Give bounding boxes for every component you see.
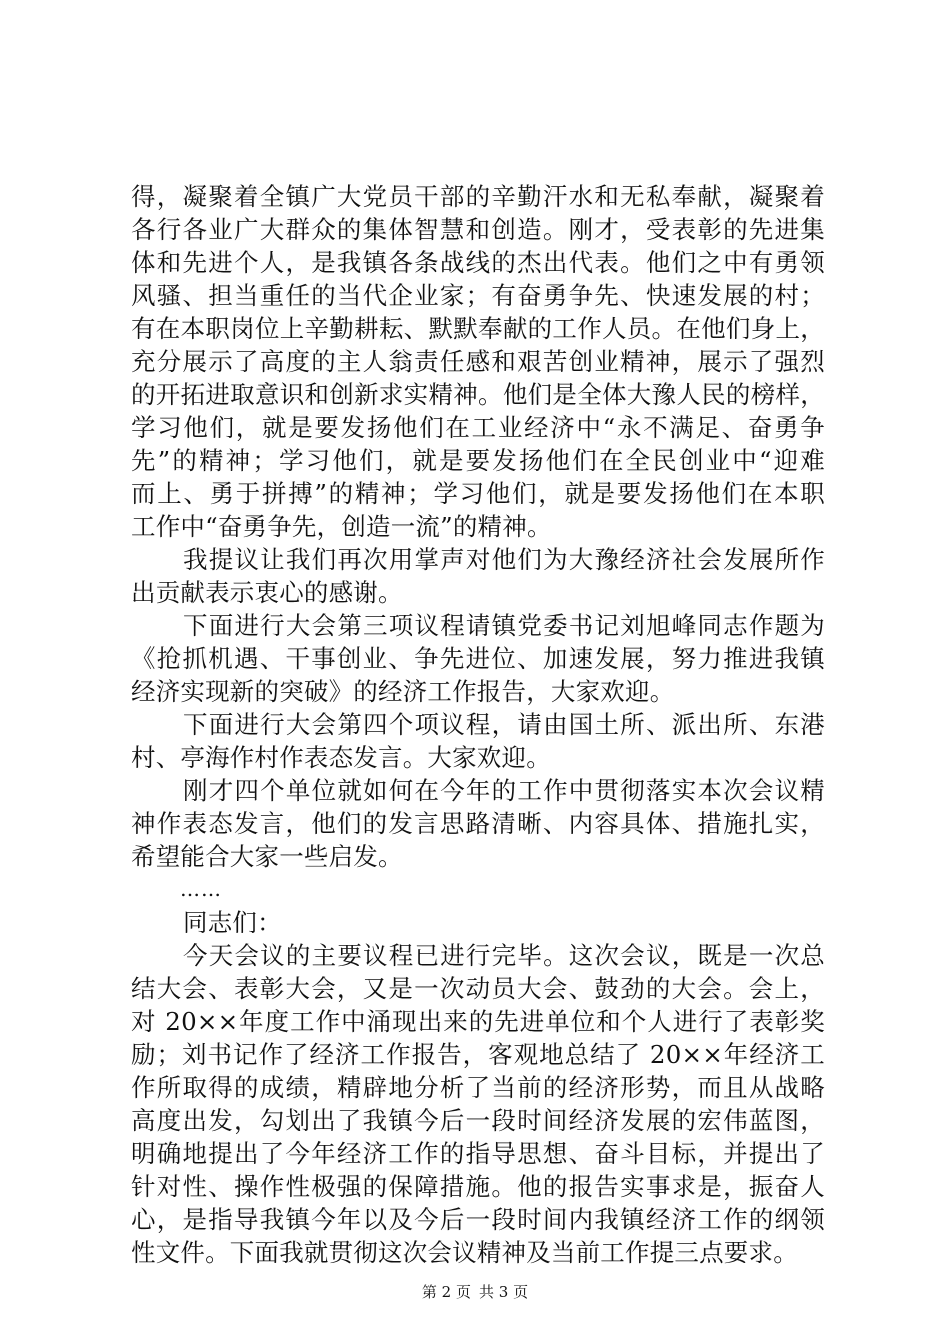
paragraph <box>131 708 825 774</box>
text-line: 刚才四个单位就如何在今年的工作中贯彻落实本次会议精 <box>183 776 825 805</box>
paragraphs-before <box>131 180 825 873</box>
text-line: 下面进行大会第四个项议程，请由国土所、派出所、东港 <box>183 710 825 739</box>
text-line: 心，是指导我镇今年以及今后一段时间内我镇经济工作的纲领 <box>131 1205 825 1234</box>
paragraph <box>131 774 825 873</box>
text-line: 的开拓进取意识和创新求实精神。他们是全体大豫人民的榜样， <box>131 380 825 409</box>
page-total: 共 3 页 <box>479 1283 529 1301</box>
text-line: 明确地提出了今年经济工作的指导思想、奋斗目标，并提出了 <box>131 1139 825 1168</box>
text-line: 针对性、操作性极强的保障措施。他的报告实事求是，振奋人 <box>131 1172 825 1201</box>
paragraph <box>131 180 825 543</box>
text-line: 高度出发，勾划出了我镇今后一段时间经济发展的宏伟蓝图， <box>131 1106 825 1135</box>
text-line: 出贡献表示衷心的感谢。 <box>131 578 403 607</box>
paragraphs-after <box>131 906 825 1269</box>
text-line: 而上、勇于拼搏”的精神；学习他们，就是要发扬他们在本职 <box>131 479 825 508</box>
page-number: 第 2 页 <box>421 1283 471 1301</box>
text-line: 励；刘书记作了经济工作报告，客观地总结了 20××年经济工 <box>131 1040 825 1069</box>
text-line: 各行各业广大群众的集体智慧和创造。刚才，受表彰的先进集 <box>131 215 825 244</box>
paragraph <box>131 906 825 939</box>
document-body <box>131 180 825 1269</box>
text-line: 对 20××年度工作中涌现出来的先进单位和个人进行了表彰奖 <box>131 1007 825 1036</box>
text-line: 结大会、表彰大会，又是一次动员大会、鼓劲的大会。会上， <box>131 974 825 1003</box>
text-line: 今天会议的主要议程已进行完毕。这次会议，既是一次总 <box>183 941 825 970</box>
text-line: 希望能合大家一些启发。 <box>131 842 403 871</box>
text-line: 性文件。下面我就贯彻这次会议精神及当前工作提三点要求。 <box>131 1238 798 1267</box>
text-line: 村、亭海作村作表态发言。大家欢迎。 <box>131 743 551 772</box>
paragraph <box>131 543 825 609</box>
text-line: 神作表态发言，他们的发言思路清晰、内容具体、措施扎实， <box>131 809 825 838</box>
ellipsis: …… <box>180 877 222 901</box>
text-line: 同志们： <box>183 908 282 937</box>
page-footer <box>0 1282 950 1302</box>
paragraph <box>131 609 825 708</box>
paragraph <box>131 939 825 1269</box>
text-line: 下面进行大会第三项议程请镇党委书记刘旭峰同志作题为 <box>183 611 825 640</box>
text-line: 充分展示了高度的主人翁责任感和艰苦创业精神，展示了强烈 <box>131 347 825 376</box>
text-line: 工作中“奋勇争先，创造一流”的精神。 <box>131 512 552 541</box>
text-line: 《抢抓机遇、干事创业、争先进位、加速发展，努力推进我镇 <box>131 644 825 673</box>
text-line: 风骚、担当重任的当代企业家；有奋勇争先、快速发展的村； <box>131 281 825 310</box>
text-line: 作所取得的成绩，精辟地分析了当前的经济形势，而且从战略 <box>131 1073 825 1102</box>
text-line: 学习他们，就是要发扬他们在工业经济中“永不满足、奋勇争 <box>131 413 825 442</box>
text-line: 我提议让我们再次用掌声对他们为大豫经济社会发展所作 <box>183 545 825 574</box>
text-line: 有在本职岗位上辛勤耕耘、默默奉献的工作人员。在他们身上， <box>131 314 825 343</box>
text-line: 得，凝聚着全镇广大党员干部的辛勤汗水和无私奉献，凝聚着 <box>131 182 825 211</box>
text-line: 体和先进个人，是我镇各条战线的杰出代表。他们之中有勇领 <box>131 248 825 277</box>
text-line: 经济实现新的突破》的经济工作报告，大家欢迎。 <box>131 677 675 706</box>
text-line: 先”的精神；学习他们，就是要发扬他们在全民创业中“迎难 <box>131 446 825 475</box>
